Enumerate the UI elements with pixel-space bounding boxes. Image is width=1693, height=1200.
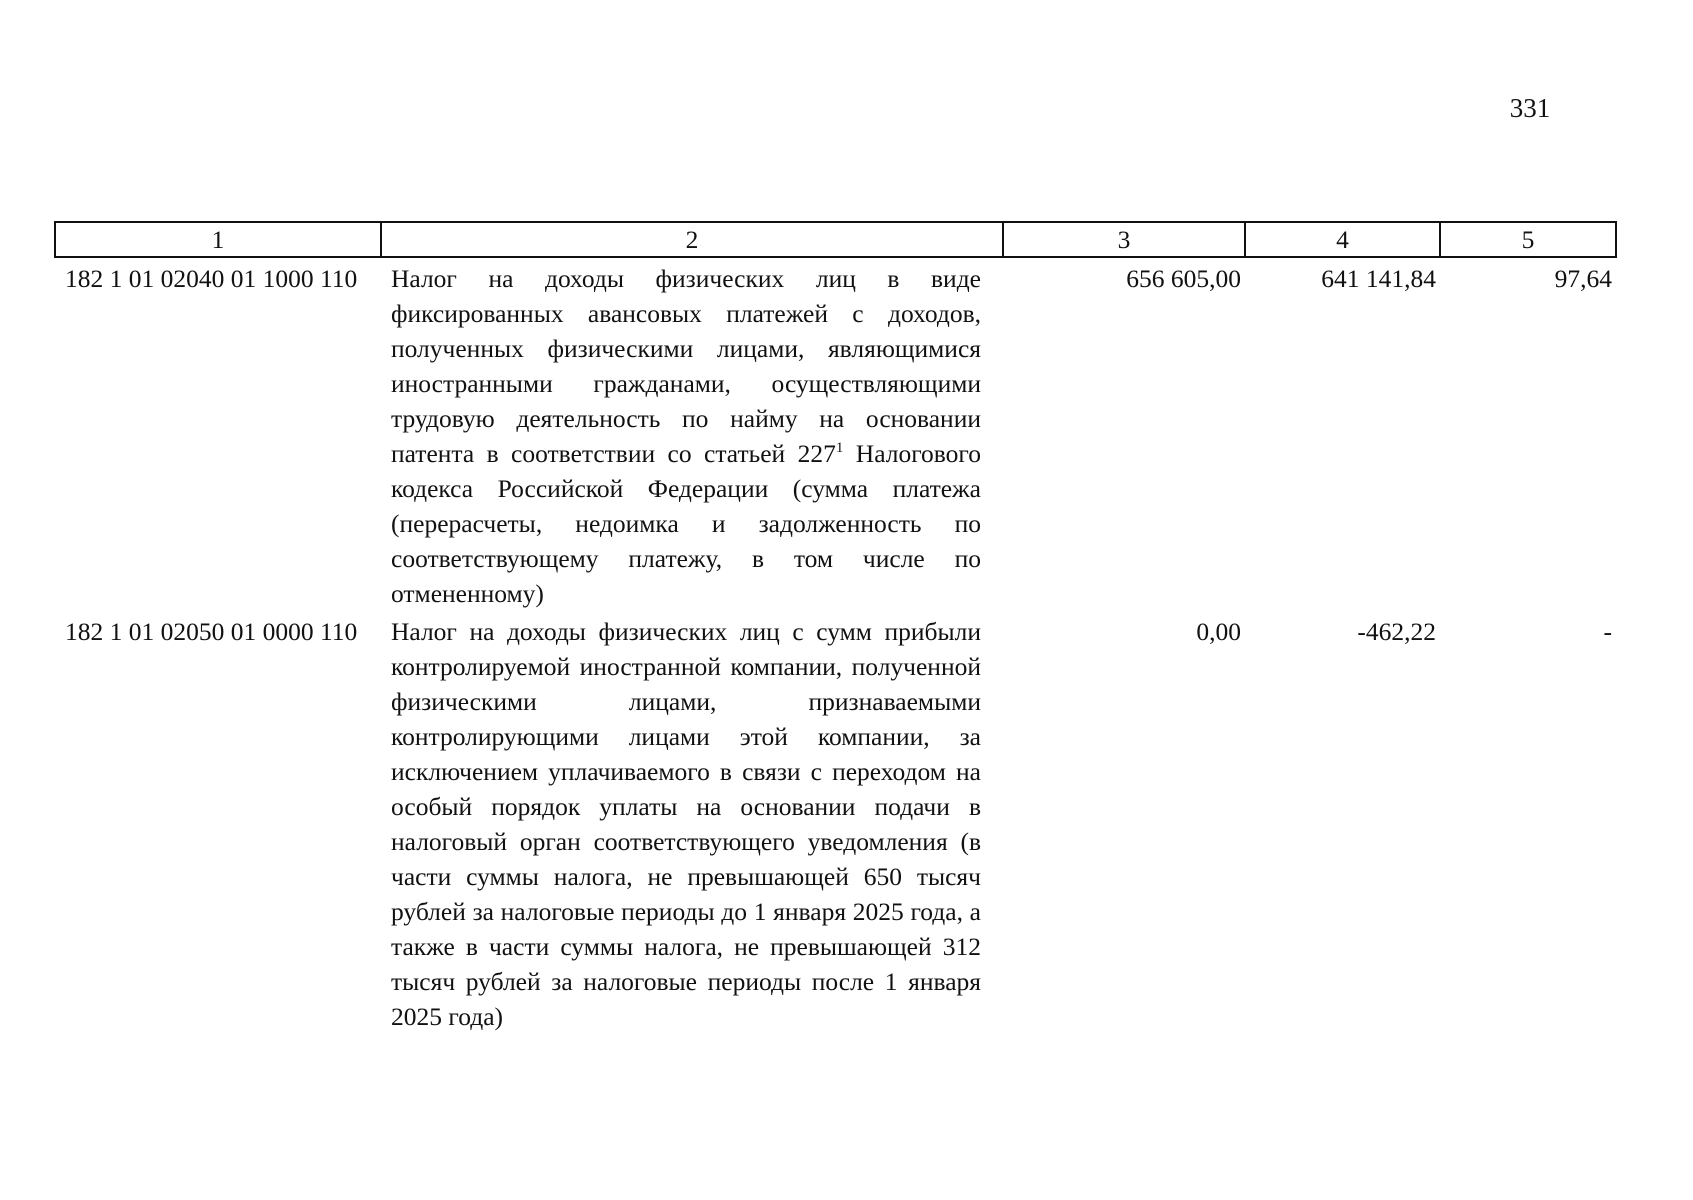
execution-percent: 97,64 — [1554, 264, 1612, 293]
description-superscript: 1 — [835, 440, 844, 456]
column-number-header-row — [55, 222, 1616, 257]
budget-classification-code: 182 1 01 02040 01 1000 110 — [65, 264, 358, 293]
revenue-description: Налог на доходы физических лиц с сумм прибыли контролируемой иностранной компании, полученной физическими лицами, признаваемыми контролирующими лицами этой компании, за исключением уплачиваемого в связи с переходом на особый порядок уплаты на основании подачи в налоговый орган соответствующего уведомления (в части суммы налога, не превышающей 650 тысяч рублей за налоговые периоды до 1 января 2025 года, а также в части суммы налога, не превышающей 312 тысяч рублей за налоговые периоды после 1 января 2025 года) — [391, 617, 981, 1031]
executed-amount: -462,22 — [1357, 617, 1436, 646]
approved-amount: 656 605,00 — [1126, 264, 1241, 293]
approved-amount: 0,00 — [1196, 617, 1241, 646]
description-text-continued: Налогового кодекса Российской Федерации (сумма платежа (перерасчеты, недоимка и задолженность по соответствующему платежу, в том числе по отмененному) — [391, 439, 981, 608]
budget-classification-code: 182 1 01 02050 01 0000 110 — [65, 617, 358, 646]
table-row — [55, 611, 1616, 1034]
table-row — [55, 257, 1616, 611]
description-text: Налог на доходы физических лиц в виде фиксированных авансовых платежей с доходов, полученных физическими лицами, являющимися иностранными гражданами, осуществляющими трудовую деятельность по найму на основании патента в соответствии со статьей 227 — [391, 264, 981, 468]
column-number-3: 3 — [1003, 222, 1245, 257]
column-number-1: 1 — [55, 222, 381, 257]
column-number-2: 2 — [381, 222, 1003, 257]
revenue-table — [54, 221, 1617, 1034]
revenue-description — [381, 257, 1003, 611]
executed-amount: 641 141,84 — [1321, 264, 1436, 293]
execution-percent: - — [1603, 617, 1612, 646]
page-number: 331 — [1509, 93, 1551, 123]
column-number-4: 4 — [1245, 222, 1440, 257]
column-number-5: 5 — [1440, 222, 1616, 257]
